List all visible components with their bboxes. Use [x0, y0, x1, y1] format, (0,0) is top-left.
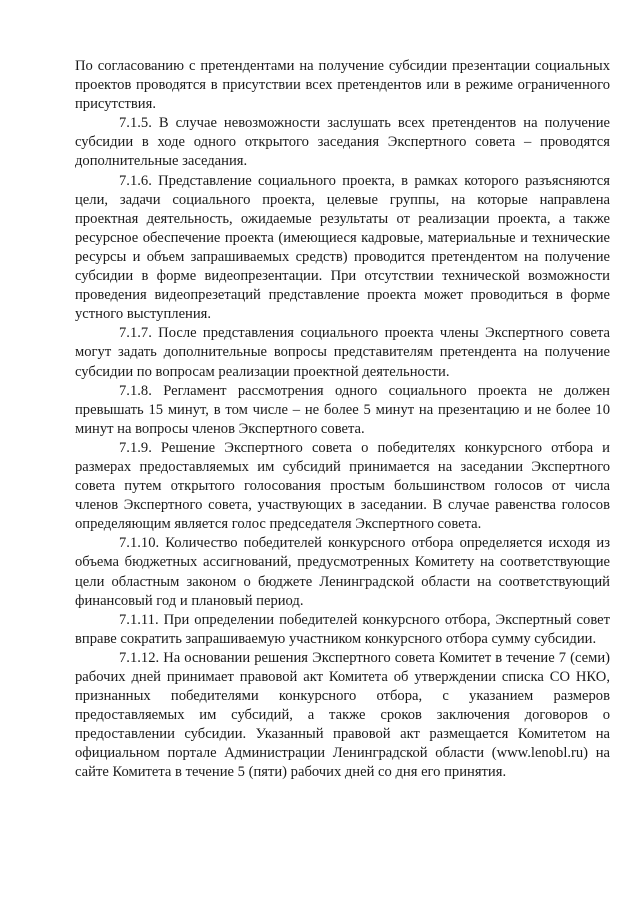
- paragraph-7-1-7: 7.1.7. После представления социального проекта члены Экспертного совета могут задать дополнительные вопросы представителям претендента на получение субсидии по вопросам реализации проектной деятельности.: [75, 325, 610, 380]
- paragraph-7-1-6: 7.1.6. Представление социального проекта, в рамках которого разъясняются цели, задачи социального проекта, целевые группы, на которые направлена проектная деятельность, ожидаемые результаты от реализации проекта, а также ресурсное обеспечение проекта (имеющиеся кадровые, материальные и технические ресурсы и объем запрашиваемых средств) проводится претендентом на получение субсидии в форме видеопрезентации. При отсутствии технической возможности проведения видеопрезетаций представление проекта может проводиться в форме устного выступления.: [75, 172, 610, 323]
- paragraph-7-1-9: 7.1.9. Решение Экспертного совета о победителях конкурсного отбора и размерах предоставляемых им субсидий принимается на заседании Экспертного совета путем открытого голосования простым большинством голосов от числа членов Экспертного совета, участвующих в заседании. В случае равенства голосов определяющим является голос председателя Экспертного совета.: [75, 439, 610, 533]
- document-body: [75, 57, 610, 783]
- paragraph-7-1-8: 7.1.8. Регламент рассмотрения одного социального проекта не должен превышать 15 минут, в том числе – не более 5 минут на презентацию и не более 10 минут на вопросы членов Экспертного совета.: [75, 382, 610, 437]
- paragraph-intro: По согласованию с претендентами на получение субсидии презентации социальных проектов проводятся в присутствии всех претендентов или в режиме ограниченного присутствия.: [75, 58, 610, 113]
- paragraph-7-1-12: 7.1.12. На основании решения Экспертного совета Комитет в течение 7 (семи) рабочих дней принимает правовой акт Комитета об утверждении списка СО НКО, признанных победителями конкурсного отбора, с указанием размеров предоставляемых им субсидий, а также сроков заключения договоров о предоставлении субсидии. Указанный правовой акт размещается Комитетом на официальном портале Администрации Ленинградской области (www.lenobl.ru) на сайте Комитета в течение 5 (пяти) рабочих дней со дня его принятия.: [75, 649, 610, 781]
- paragraph-7-1-10: 7.1.10. Количество победителей конкурсного отбора определяется исходя из объема бюджетных ассигнований, предусмотренных Комитету на соответствующие цели областным законом о бюджете Ленинградской области на соответствующий финансовый год и плановый период.: [75, 535, 610, 609]
- paragraph-7-1-11: 7.1.11. При определении победителей конкурсного отбора, Экспертный совет вправе сократить запрашиваемую участником конкурсного отбора сумму субсидии.: [75, 611, 610, 647]
- paragraph-7-1-5: 7.1.5. В случае невозможности заслушать всех претендентов на получение субсидии в ходе одного открытого заседания Экспертного совета – проводятся дополнительные заседания.: [75, 115, 610, 170]
